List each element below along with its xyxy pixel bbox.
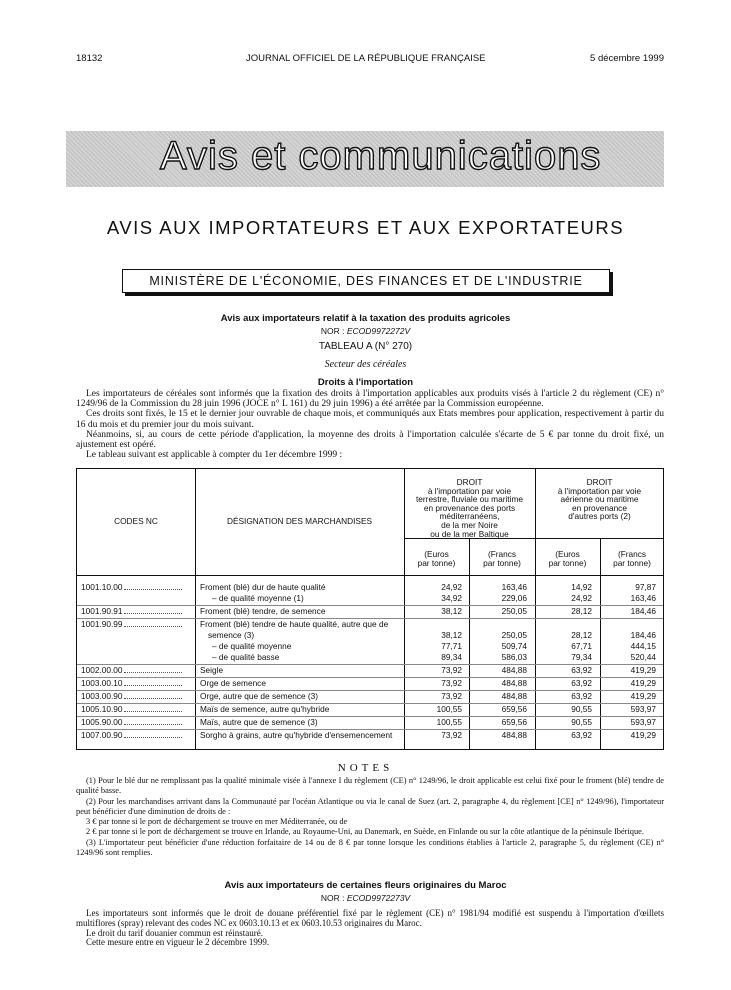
duty-value: 520,44 (630, 652, 656, 662)
notice2-body (76, 909, 664, 948)
duty-value: 90,55 (571, 704, 592, 714)
duty-value: 163,46 (501, 582, 527, 592)
duty-value: 77,71 (441, 641, 462, 651)
sector-title: Secteur des céréales (324, 359, 407, 370)
nor-code: ECOD9972273V (346, 893, 411, 903)
paragraph: Le tableau suivant est applicable à compter du 1er décembre 1999 : (86, 450, 343, 461)
duty-value: 163,46 (630, 593, 656, 603)
running-header (76, 53, 664, 67)
duty-value: 67,71 (571, 641, 592, 651)
column-rule (600, 538, 601, 749)
duty-value: 34,92 (441, 593, 462, 603)
header-codes: CODES NC (114, 516, 158, 526)
duty-value: 419,29 (630, 678, 656, 688)
duty-value: 229,06 (501, 593, 527, 603)
duty-value: 419,29 (630, 691, 656, 701)
duty-value: 38,12 (441, 630, 462, 640)
duty-value: 419,29 (630, 730, 656, 740)
designation-text: – de qualité moyenne (1) (212, 593, 304, 603)
notice1-title: Avis aux importateurs relatif à la taxation des produits agricoles (220, 313, 511, 324)
designation-text: Seigle (200, 665, 224, 675)
duty-value: 63,92 (571, 730, 592, 740)
duty-value: 73,92 (441, 678, 462, 688)
duty-value: 100,55 (436, 704, 462, 714)
duty-value: 73,92 (441, 691, 462, 701)
duty-value: 24,92 (441, 582, 462, 592)
duty-value: 100,55 (436, 717, 462, 727)
duty-value: 24,92 (571, 593, 592, 603)
nc-code: 1005.10.90 (81, 704, 182, 715)
duty-value: 28,12 (571, 606, 592, 616)
nc-code: 1001.90.99 (81, 619, 182, 630)
tableau-title: TABLEAU A (N° 270) (318, 341, 413, 352)
nc-code: 1003.00.90 (81, 691, 182, 702)
duty-value: 593,97 (630, 717, 656, 727)
nc-code: 1005.90.00 (81, 717, 182, 728)
duty-value: 586,03 (501, 652, 527, 662)
duty-value: 484,88 (501, 691, 527, 701)
duties-table (76, 468, 664, 750)
ministry-box: MINISTÈRE DE L'ÉCONOMIE, DES FINANCES ET DE L'INDUSTRIE (122, 269, 610, 293)
duty-value: 484,88 (501, 678, 527, 688)
nc-code: 1002.00.00 (81, 665, 182, 676)
duty-value: 73,92 (441, 665, 462, 675)
duty-value: 444,15 (630, 641, 656, 651)
designation-text: – de qualité basse (212, 652, 280, 662)
designation-text: Sorgho à grains, autre qu'hybride d'ensemencement (200, 730, 393, 740)
nor-code: ECOD9972272V (346, 326, 411, 336)
note: (3) L'importateur peut bénéficier d'une réduction forfaitaire de 14 ou de 8 € par tonne lorsque les conditions établies à l'article 2, paragraphe 5, du règlement (CE) n° 1249/96 sont remplies. (76, 837, 664, 858)
notice1-body (76, 389, 664, 460)
header-droit-mediterranean: DROIT à l'importation par voie terrestre, fluviale ou maritime en provenance des ports méditerranéens, de la mer Noire ou de la mer Baltique (416, 477, 523, 539)
notes-body (76, 776, 664, 858)
notes-title: NOTES (337, 762, 394, 774)
issue-date: 5 décembre 1999 (590, 53, 664, 64)
duty-value: 90,55 (571, 717, 592, 727)
nc-code: 1007.00.90 (81, 730, 182, 741)
header-francs: (Francs par tonne) (613, 549, 651, 568)
duty-value: 593,97 (630, 704, 656, 714)
note: 3 € par tonne si le port de déchargement se trouve en mer Méditerranée, ou de (86, 817, 348, 827)
duty-value: 97,87 (635, 582, 656, 592)
duty-value: 659,56 (501, 717, 527, 727)
nc-code: 1001.10.00 (81, 582, 182, 593)
column-rule (469, 538, 470, 749)
nc-code: 1001.90.91 (81, 606, 182, 617)
designation-text: – de qualité moyenne (212, 641, 292, 651)
duty-value: 63,92 (571, 691, 592, 701)
designation-text: Froment (blé) tendre de haute qualité, autre que de (200, 619, 389, 629)
paragraph: Les importateurs de céréales sont informés que la fixation des droits à l'importation applicables aux produits visés à l'article 2 du règlement (CE) n° 1249/96 de la Commission du 28 juin 1996 (JOCE n° L 161) du 29 juin 1996) a été arrêtée par la Commission européenne. (76, 389, 664, 410)
designation-text: Maïs, autre que de semence (3) (200, 717, 318, 727)
paragraph: Ces droits sont fixés, le 15 et le dernier jour ouvrable de chaque mois, et communiqués aux Etats membres pour application, respectivement à partir du 16 du mois et du premier jour du mois suivant. (76, 409, 664, 430)
header-designation: DÉSIGNATION DES MARCHANDISES (226, 516, 373, 526)
duty-value: 509,74 (501, 641, 527, 651)
notice2-nor (0, 893, 731, 903)
duty-value: 28,12 (571, 630, 592, 640)
duty-value: 184,46 (630, 630, 656, 640)
duty-value: 484,88 (501, 665, 527, 675)
designation-text: Froment (blé) tendre, de semence (200, 606, 326, 616)
note: 2 € par tonne si le port de déchargement se trouve en Irlande, au Royaume-Uni, au Danemark, en Suède, en Finlande ou sur la côte atlantique de la péninsule Ibérique. (86, 827, 644, 837)
paragraph: Cette mesure entre en vigueur le 2 décembre 1999. (86, 937, 270, 948)
designation-text: Orge, autre que de semence (3) (200, 691, 319, 701)
paragraph: Les importateurs sont informés que le droit de douane préférentiel fixé par le règlement (CE) n° 1981/94 modifié est suspendu à l'importation d'œillets multiflores (spray) relevant des codes NC ex 0603.10.13 et ex 0603.10.53 originaires du Maroc. (76, 908, 664, 928)
column-rule (195, 469, 196, 749)
page-number: 18132 (76, 53, 103, 64)
nor-label: NOR : (320, 893, 347, 903)
header-droit-other-ports: DROIT à l'importation par voie aérienne ou maritime en provenance d'autres ports (2) (557, 477, 642, 522)
designation-text: Maïs de semence, autre qu'hybride (200, 704, 330, 714)
notice1-nor (0, 326, 731, 336)
duty-value: 63,92 (571, 665, 592, 675)
journal-title: JOURNAL OFFICIEL DE LA RÉPUBLIQUE FRANÇAISE (246, 53, 486, 64)
duty-value: 73,92 (441, 730, 462, 740)
duty-value: 63,92 (571, 678, 592, 688)
header-euros: (Euros par tonne) (548, 549, 587, 568)
note: (2) Pour les marchandises arrivant dans la Communauté par l'océan Atlantique ou via le canal de Suez (art. 2, paragraphe 4, du règlement [CE] n° 1249/96), l'importateur peut bénéficier d'une diminution de droits de : (76, 796, 664, 816)
note: (1) Pour le blé dur ne remplissant pas la qualité minimale visée à l'annexe I du règlement (CE) n° 1249/96, le droit applicable est celui fixé pour le froment (blé) tendre de qualité basse. (76, 776, 664, 796)
duty-value: 184,46 (630, 606, 656, 616)
duty-value: 484,88 (501, 730, 527, 740)
header-francs: (Francs par tonne) (483, 549, 521, 568)
notice2-title: Avis aux importateurs de certaines fleurs originaires du Maroc (224, 880, 507, 891)
duty-value: 89,34 (441, 652, 462, 662)
duty-value: 659,56 (501, 704, 527, 714)
header-rule (77, 575, 663, 576)
section-title: AVIS AUX IMPORTATEURS ET AUX EXPORTATEURS (106, 217, 625, 238)
paragraph: Néanmoins, si, au cours de cette période d'application, la moyenne des droits à l'importation calculée s'écarte de 5 € par tonne du droit fixé, un ajustement est opéré. (76, 429, 664, 451)
duty-value: 250,05 (501, 630, 527, 640)
nc-code: 1003.00.10 (81, 678, 182, 689)
banner-title: Avis et communications (160, 134, 602, 178)
notice1-subtitle: Droits à l'importation (317, 377, 414, 388)
duty-value: 250,05 (501, 606, 527, 616)
paragraph: Le droit du tarif douanier commun est réinstauré. (86, 927, 263, 938)
duty-value: 14,92 (571, 582, 592, 592)
duty-value: 419,29 (630, 665, 656, 675)
nor-label: NOR : (320, 326, 347, 336)
header-euros: (Euros par tonne) (417, 549, 456, 568)
duty-value: 79,34 (571, 652, 592, 662)
designation-text: semence (3) (208, 630, 255, 640)
section-banner (66, 131, 664, 187)
duty-value: 38,12 (441, 606, 462, 616)
designation-text: Froment (blé) dur de haute qualité (200, 582, 326, 592)
designation-text: Orge de semence (200, 678, 266, 688)
